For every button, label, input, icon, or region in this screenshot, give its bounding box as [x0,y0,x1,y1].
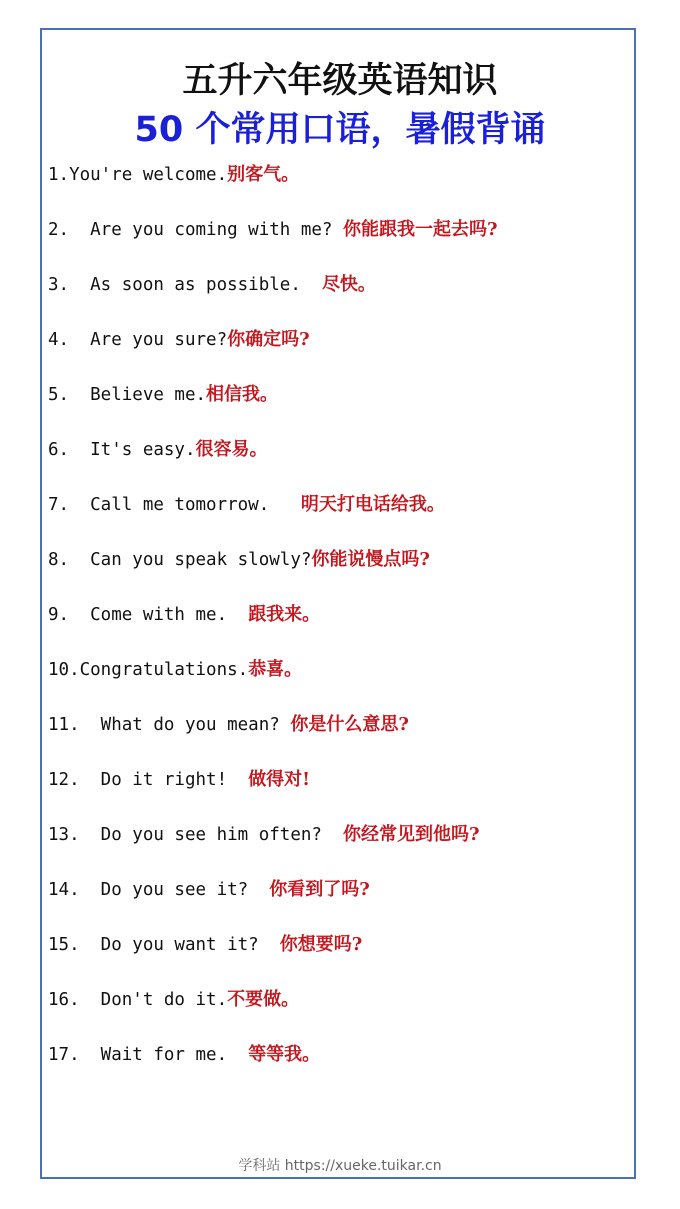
phrase-english: 12. Do it right! [48,770,249,790]
phrase-english: 2. Are you coming with me? [48,220,344,240]
phrase-english: 1.You're welcome. [48,165,228,185]
phrase-item [48,1040,628,1095]
phrase-english: 6. It's easy. [48,440,196,460]
phrase-chinese: 不要做。 [227,989,300,1010]
phrase-item [48,600,628,655]
phrase-item [48,325,628,380]
phrase-english: 9. Come with me. [48,605,249,625]
phrase-chinese: 你想要吗? [279,934,363,955]
phrase-chinese: 你是什么意思? [290,714,409,735]
phrase-chinese: 你看到了吗? [269,879,370,900]
phrase-item [48,655,628,710]
phrase-english: 16. Don't do it. [48,990,228,1010]
phrase-english: 11. What do you mean? [48,715,291,735]
phrase-english: 13. Do you see him often? [48,825,344,845]
phrase-chinese: 相信我。 [206,384,279,405]
phrase-chinese: 你确定吗? [227,329,310,350]
phrase-chinese: 恭喜。 [248,659,303,680]
phrase-item [48,765,628,820]
phrase-chinese: 别客气。 [227,164,300,185]
phrase-item [48,820,628,875]
phrase-english: 15. Do you want it? [48,935,280,955]
phrase-chinese: 明天打电话给我。 [300,494,445,515]
phrase-chinese: 尽快。 [321,274,376,295]
phrase-chinese: 跟我来。 [248,604,321,625]
phrase-item [48,270,628,325]
footer-watermark: 学科站 https://xueke.tuikar.cn [238,1158,442,1174]
phrase-list [48,160,628,1095]
phrase-english: 5. Believe me. [48,385,207,405]
phrase-item [48,435,628,490]
phrase-item [48,160,628,215]
phrase-chinese: 你能跟我一起去吗? [343,219,498,240]
phrase-item [48,710,628,765]
phrase-item [48,875,628,930]
phrase-chinese: 你经常见到他吗? [343,824,480,845]
phrase-english: 14. Do you see it? [48,880,270,900]
phrase-english: 4. Are you sure? [48,330,228,350]
phrase-english: 7. Call me tomorrow. [48,495,301,515]
phrase-item [48,380,628,435]
phrase-english: 8. Can you speak slowly? [48,550,312,570]
page-subtitle: 50 个常用口语，暑假背诵 [134,110,546,150]
phrase-chinese: 你能说慢点吗? [311,549,430,570]
phrase-item [48,215,628,270]
phrase-item [48,930,628,985]
phrase-chinese: 等等我。 [248,1044,321,1065]
phrase-chinese: 做得对! [248,769,311,790]
phrase-english: 10.Congratulations. [48,660,249,680]
phrase-chinese: 很容易。 [195,439,268,460]
phrase-english: 3. As soon as possible. [48,275,322,295]
page-title: 五升六年级英语知识 [182,61,498,101]
phrase-item [48,985,628,1040]
phrase-item [48,490,628,545]
phrase-english: 17. Wait for me. [48,1045,249,1065]
phrase-item [48,545,628,600]
